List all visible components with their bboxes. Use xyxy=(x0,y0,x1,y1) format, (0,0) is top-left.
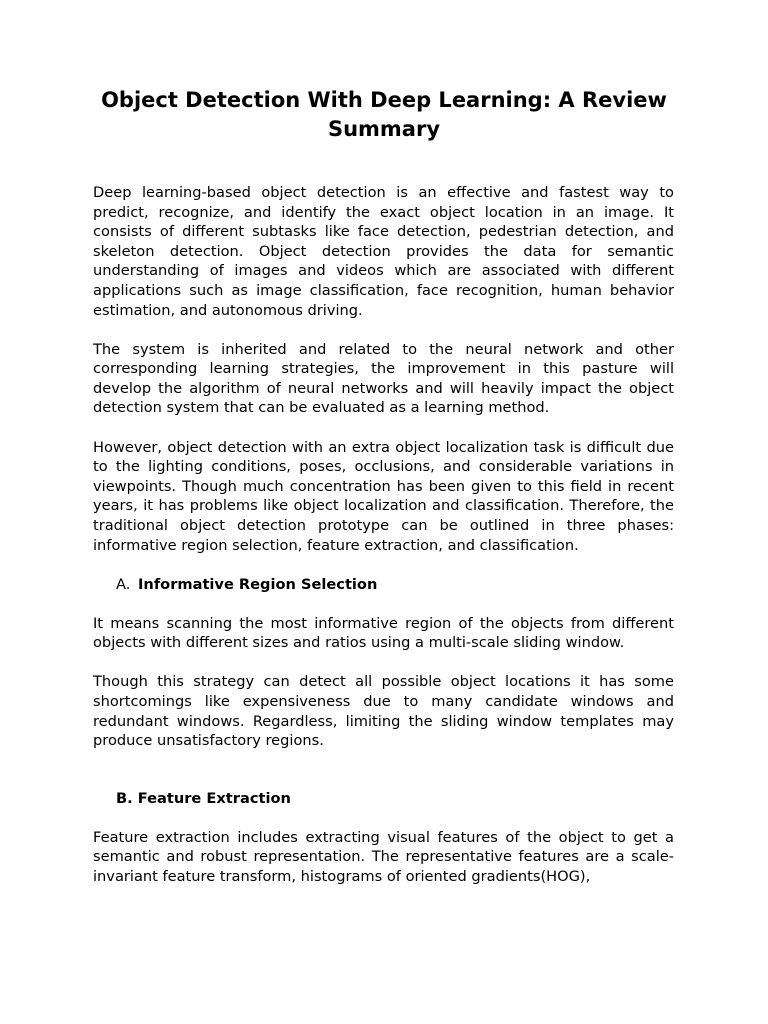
paragraph-feature-extraction: Feature extraction includes extracting visual features of the object to get a semantic and robust representation. The representative features are a scale-invariant feature transform, histograms of oriented gradients(HOG), xyxy=(93,828,674,886)
document-body xyxy=(93,183,674,906)
paragraph-region-shortcomings: Though this strategy can detect all possible object locations it has some shortcomings like expensiveness due to many candidate windows and redundant windows. Regardless, limiting the sliding window templates may produce unsatisfactory regions. xyxy=(93,673,674,750)
paragraph-system: The system is inherited and related to the neural network and other corresponding learning strategies, the improvement in this pasture will develop the algorithm of neural networks and will heavily impact the object detection system that can be evaluated as a learning method. xyxy=(93,340,674,417)
section-b-heading xyxy=(93,789,674,809)
paragraph-region-selection: It means scanning the most informative region of the objects from different objects with different sizes and ratios using a multi-scale sliding window. xyxy=(93,614,674,652)
section-a-heading xyxy=(93,575,674,595)
document-title: Object Detection With Deep Learning: A Review Summary xyxy=(101,88,667,141)
section-a-title: Informative Region Selection xyxy=(138,575,378,593)
paragraph-intro: Deep learning-based object detection is an effective and fastest way to predict, recognize, and identify the exact object location in an image. It consists of different subtasks like face detection, pedestrian detection, and skeleton detection. Object detection provides the data for semantic understanding of images and videos which are associated with different applications such as image classification, face recognition, human behavior estimation, and autonomous driving. xyxy=(93,184,674,319)
section-b-title: B. Feature Extraction xyxy=(116,789,291,807)
paragraph-challenges: However, object detection with an extra object localization task is difficult due to the lighting conditions, poses, occlusions, and considerable variations in viewpoints. Though much concentration has been given to this field in recent years, it has problems like object localization and classification. Therefore, the traditional object detection prototype can be outlined in three phases: informative region selection, feature extraction, and classification. xyxy=(93,438,674,554)
section-a-marker: A. xyxy=(116,575,131,593)
